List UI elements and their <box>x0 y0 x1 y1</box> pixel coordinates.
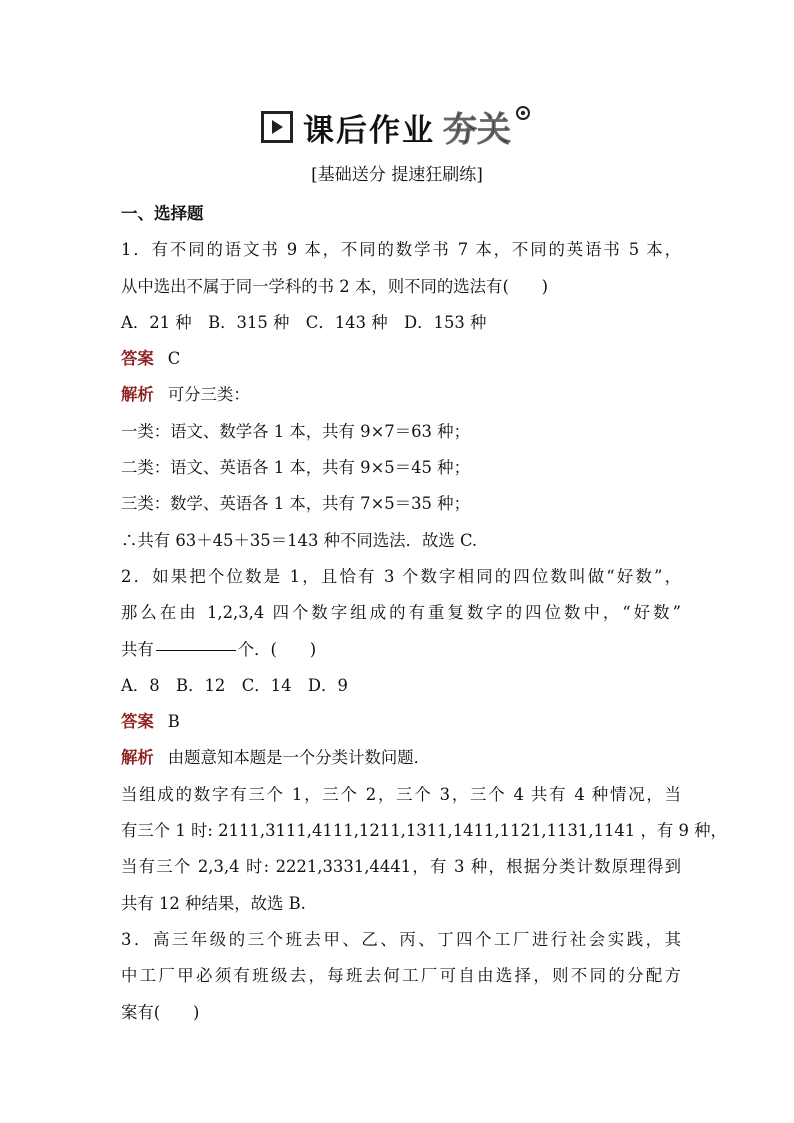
q1-answer-value: C <box>167 349 181 369</box>
q1-options: A．21 种 B．315 种 C．143 种 D．153 种 <box>121 312 487 332</box>
q1-answer <box>121 341 681 377</box>
q2-answer <box>121 704 681 740</box>
q2-analysis-line-1: 由题意知本题是一个分类计数问题． <box>167 748 431 768</box>
q1-analysis-line-3: 二类：语文、英语各 1 本，共有 9×5＝45 种； <box>121 458 470 478</box>
q1-analysis-line-1: 可分三类： <box>167 385 250 405</box>
answer-blank <box>156 649 236 651</box>
answer-label: 答案 <box>121 712 154 732</box>
q1-analysis-line-4: 三类：数学、英语各 1 本，共有 7×5＝35 种； <box>121 494 470 514</box>
kaoguan-logo-icon <box>441 105 533 149</box>
q2-stem-line-2: 那么在由 1,2,3,4 四个数字组成的有重复数字的四位数中，“好数” <box>121 603 681 623</box>
q3-stem-line-1: 3．高三年级的三个班去甲、乙、丙、丁四个工厂进行社会实践，其 <box>121 929 681 949</box>
q2-analysis <box>121 740 681 776</box>
q1-analysis-line-2: 一类：语文、数学各 1 本，共有 9×7＝63 种； <box>121 421 470 441</box>
q2-stem-line-1: 2．如果把个位数是 1，且恰有 3 个数字相同的四位数叫做“好数”， <box>121 566 681 586</box>
banner-title: 课后作业 <box>303 112 435 149</box>
q1-stem-line-2: 从中选出不属于同一学科的书 2 本，则不同的选法有( ) <box>121 276 549 296</box>
q3-stem-line-2: 中工厂甲必须有班级去，每班去何工厂可自由选择，则不同的分配方 <box>121 966 681 986</box>
section-banner <box>0 104 794 150</box>
svg-text:夯关: 夯关 <box>443 110 511 149</box>
section-heading: 一、选择题 <box>121 204 204 223</box>
q3-stem-line-3: 案有( ) <box>121 1002 200 1022</box>
q2-answer-value: B <box>167 712 180 732</box>
play-icon <box>261 111 293 143</box>
question-list <box>121 196 727 1031</box>
page-subtitle: [基础送分 提速狂刷练] <box>311 165 483 185</box>
q1-analysis <box>121 377 681 413</box>
q1-analysis-line-5: ∴共有 63＋45＋35＝143 种不同选法．故选 C. <box>121 530 478 550</box>
q2-options: A．8 B．12 C．14 D．9 <box>121 675 348 695</box>
analysis-label: 解析 <box>121 385 154 405</box>
q2-analysis-line-4: 当有三个 2,3,4 时: 2221,3331,4441，有 3 种，根据分类计数原理得到 <box>121 857 681 877</box>
q2-analysis-line-5: 共有 12 种结果，故选 B. <box>121 893 306 913</box>
q2-stem-line-3 <box>121 632 681 668</box>
answer-label: 答案 <box>121 349 154 369</box>
analysis-label: 解析 <box>121 748 154 768</box>
q1-stem-line-1: 1．有不同的语文书 9 本，不同的数学书 7 本，不同的英语书 5 本， <box>121 240 681 260</box>
q2-stem-line-3-start: 共有 <box>121 639 154 659</box>
q2-stem-line-3-end: 个．( ) <box>237 639 317 659</box>
q2-analysis-line-3: 有三个 1 时: 2111,3111,4111,1211,1311,1411,1121,1131,1141 ，有 9 种， <box>121 821 727 841</box>
q2-analysis-line-2: 当组成的数字有三个 1，三个 2，三个 3，三个 4 共有 4 种情况，当 <box>121 784 681 804</box>
